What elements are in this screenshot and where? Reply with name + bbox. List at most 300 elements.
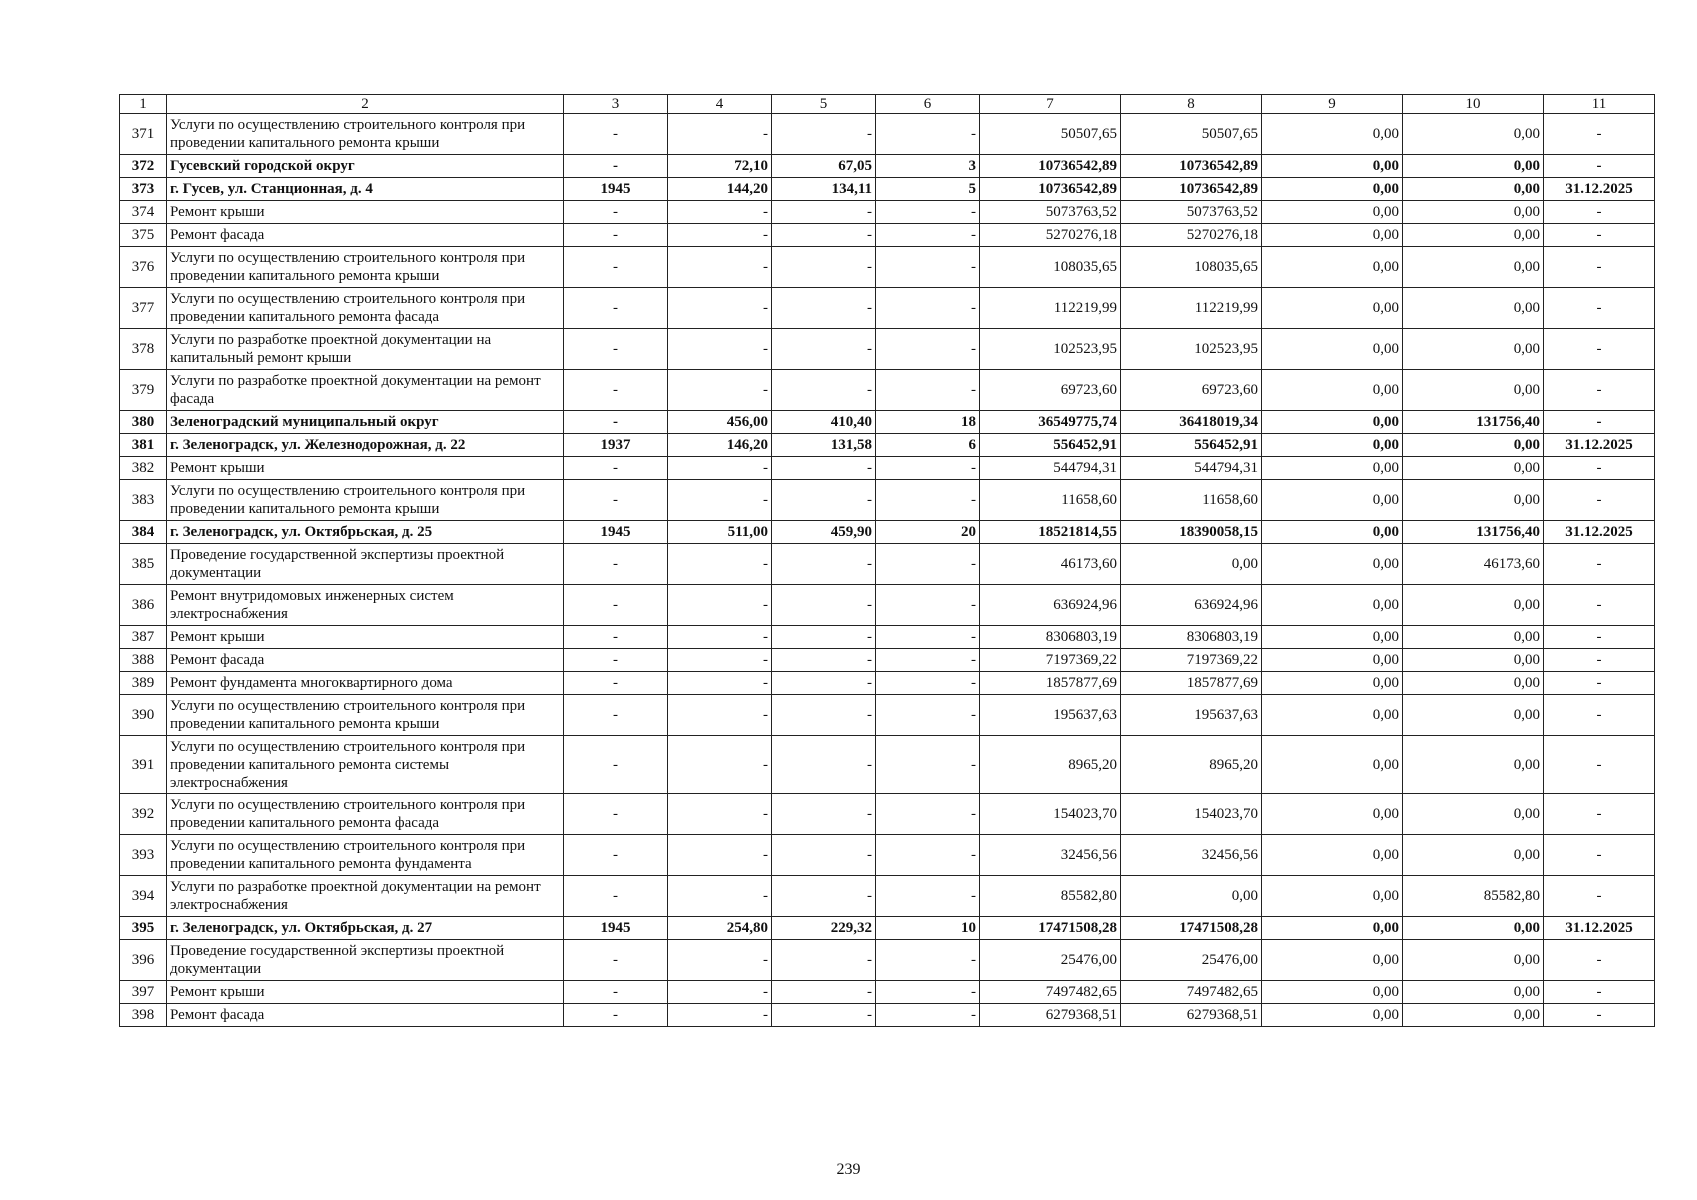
cell-c8: 11658,60 — [1121, 480, 1262, 521]
cell-c10: 0,00 — [1403, 672, 1544, 695]
cell-c6: 6 — [876, 434, 980, 457]
cell-c10: 0,00 — [1403, 480, 1544, 521]
table-row — [120, 626, 1655, 649]
cell-c11: - — [1544, 114, 1655, 155]
cell-c5: - — [772, 329, 876, 370]
cell-c7: 112219,99 — [980, 288, 1121, 329]
cell-c10: 0,00 — [1403, 224, 1544, 247]
cell-c5: - — [772, 1004, 876, 1027]
cell-c5: - — [772, 201, 876, 224]
table-row — [120, 457, 1655, 480]
cell-c9: 0,00 — [1262, 736, 1403, 794]
cell-c9: 0,00 — [1262, 370, 1403, 411]
cell-c8: 8306803,19 — [1121, 626, 1262, 649]
cell-c3: - — [564, 155, 668, 178]
cell-c4: - — [668, 224, 772, 247]
cell-c11: - — [1544, 940, 1655, 981]
cell-c7: 17471508,28 — [980, 917, 1121, 940]
cell-c6: - — [876, 672, 980, 695]
cell-c5: - — [772, 876, 876, 917]
cell-c4: 456,00 — [668, 411, 772, 434]
cell-c4: - — [668, 981, 772, 1004]
cell-c6: 5 — [876, 178, 980, 201]
cell-c9: 0,00 — [1262, 876, 1403, 917]
row-number: 378 — [120, 329, 167, 370]
cell-c9: 0,00 — [1262, 114, 1403, 155]
cell-c5: 410,40 — [772, 411, 876, 434]
cell-c6: - — [876, 457, 980, 480]
cell-c9: 0,00 — [1262, 201, 1403, 224]
cell-c3: - — [564, 370, 668, 411]
cell-c7: 108035,65 — [980, 247, 1121, 288]
table-row — [120, 876, 1655, 917]
cell-c10: 0,00 — [1403, 794, 1544, 835]
col-header: 8 — [1121, 95, 1262, 114]
row-number: 375 — [120, 224, 167, 247]
cell-c8: 108035,65 — [1121, 247, 1262, 288]
table-row — [120, 411, 1655, 434]
cell-c5: - — [772, 940, 876, 981]
row-name: Услуги по осуществлению строительного контроля при проведении капитального ремонта крыши — [167, 695, 564, 736]
row-number: 379 — [120, 370, 167, 411]
row-name: Ремонт крыши — [167, 626, 564, 649]
cell-c10: 0,00 — [1403, 917, 1544, 940]
cell-c11: - — [1544, 201, 1655, 224]
cell-c11: - — [1544, 981, 1655, 1004]
cell-c11: - — [1544, 1004, 1655, 1027]
header-row — [120, 95, 1655, 114]
cell-c9: 0,00 — [1262, 672, 1403, 695]
cell-c4: - — [668, 672, 772, 695]
cell-c4: 511,00 — [668, 521, 772, 544]
cell-c8: 5073763,52 — [1121, 201, 1262, 224]
row-name: Ремонт крыши — [167, 201, 564, 224]
table-row — [120, 329, 1655, 370]
cell-c6: - — [876, 370, 980, 411]
row-name: Ремонт фасада — [167, 1004, 564, 1027]
table-row — [120, 940, 1655, 981]
cell-c9: 0,00 — [1262, 178, 1403, 201]
cell-c10: 0,00 — [1403, 940, 1544, 981]
cell-c8: 50507,65 — [1121, 114, 1262, 155]
cell-c7: 50507,65 — [980, 114, 1121, 155]
col-header: 11 — [1544, 95, 1655, 114]
row-number: 387 — [120, 626, 167, 649]
cell-c11: - — [1544, 672, 1655, 695]
cell-c10: 0,00 — [1403, 457, 1544, 480]
cell-c9: 0,00 — [1262, 794, 1403, 835]
cell-c4: - — [668, 370, 772, 411]
cell-c5: - — [772, 672, 876, 695]
cell-c6: - — [876, 201, 980, 224]
cell-c5: - — [772, 247, 876, 288]
cell-c9: 0,00 — [1262, 695, 1403, 736]
cell-c6: - — [876, 114, 980, 155]
row-name: Зеленоградский муниципальный округ — [167, 411, 564, 434]
cell-c6: - — [876, 794, 980, 835]
capital-repair-table — [119, 94, 1655, 1027]
cell-c8: 154023,70 — [1121, 794, 1262, 835]
table-row — [120, 917, 1655, 940]
table-row — [120, 201, 1655, 224]
cell-c10: 0,00 — [1403, 981, 1544, 1004]
cell-c4: 144,20 — [668, 178, 772, 201]
row-number: 394 — [120, 876, 167, 917]
cell-c3: - — [564, 247, 668, 288]
cell-c8: 195637,63 — [1121, 695, 1262, 736]
cell-c6: 3 — [876, 155, 980, 178]
cell-c9: 0,00 — [1262, 940, 1403, 981]
row-name: Проведение государственной экспертизы проектной документации — [167, 940, 564, 981]
cell-c3: - — [564, 649, 668, 672]
row-name: Услуги по осуществлению строительного контроля при проведении капитального ремонта крыши — [167, 114, 564, 155]
cell-c3: - — [564, 411, 668, 434]
cell-c4: - — [668, 247, 772, 288]
cell-c10: 0,00 — [1403, 695, 1544, 736]
cell-c3: - — [564, 480, 668, 521]
cell-c8: 8965,20 — [1121, 736, 1262, 794]
cell-c5: - — [772, 626, 876, 649]
cell-c6: - — [876, 940, 980, 981]
cell-c9: 0,00 — [1262, 329, 1403, 370]
cell-c4: - — [668, 544, 772, 585]
cell-c9: 0,00 — [1262, 224, 1403, 247]
cell-c5: - — [772, 736, 876, 794]
cell-c9: 0,00 — [1262, 585, 1403, 626]
table-row — [120, 247, 1655, 288]
cell-c11: - — [1544, 835, 1655, 876]
row-number: 393 — [120, 835, 167, 876]
cell-c7: 8306803,19 — [980, 626, 1121, 649]
row-number: 391 — [120, 736, 167, 794]
cell-c4: - — [668, 457, 772, 480]
cell-c3: - — [564, 224, 668, 247]
cell-c6: - — [876, 224, 980, 247]
cell-c8: 7197369,22 — [1121, 649, 1262, 672]
cell-c7: 25476,00 — [980, 940, 1121, 981]
cell-c11: - — [1544, 370, 1655, 411]
row-number: 383 — [120, 480, 167, 521]
cell-c7: 6279368,51 — [980, 1004, 1121, 1027]
cell-c11: 31.12.2025 — [1544, 434, 1655, 457]
table-row — [120, 695, 1655, 736]
row-name: Услуги по осуществлению строительного контроля при проведении капитального ремонта крыши — [167, 247, 564, 288]
cell-c4: - — [668, 940, 772, 981]
cell-c5: 131,58 — [772, 434, 876, 457]
cell-c10: 0,00 — [1403, 329, 1544, 370]
cell-c5: 459,90 — [772, 521, 876, 544]
row-number: 392 — [120, 794, 167, 835]
cell-c8: 69723,60 — [1121, 370, 1262, 411]
document-sheet — [119, 94, 1654, 1027]
cell-c7: 36549775,74 — [980, 411, 1121, 434]
page-number: 239 — [836, 1161, 861, 1178]
cell-c3: - — [564, 736, 668, 794]
cell-c6: - — [876, 626, 980, 649]
row-number: 380 — [120, 411, 167, 434]
col-header: 5 — [772, 95, 876, 114]
table-body — [120, 114, 1655, 1027]
cell-c6: - — [876, 649, 980, 672]
cell-c10: 131756,40 — [1403, 521, 1544, 544]
cell-c10: 0,00 — [1403, 736, 1544, 794]
cell-c8: 636924,96 — [1121, 585, 1262, 626]
cell-c8: 6279368,51 — [1121, 1004, 1262, 1027]
cell-c11: - — [1544, 876, 1655, 917]
row-number: 395 — [120, 917, 167, 940]
row-name: Проведение государственной экспертизы проектной документации — [167, 544, 564, 585]
table-row — [120, 585, 1655, 626]
cell-c8: 7497482,65 — [1121, 981, 1262, 1004]
cell-c7: 46173,60 — [980, 544, 1121, 585]
cell-c6: - — [876, 585, 980, 626]
cell-c7: 154023,70 — [980, 794, 1121, 835]
cell-c10: 85582,80 — [1403, 876, 1544, 917]
row-name: Услуги по разработке проектной документации на капитальный ремонт крыши — [167, 329, 564, 370]
cell-c11: - — [1544, 695, 1655, 736]
cell-c4: - — [668, 114, 772, 155]
cell-c3: - — [564, 114, 668, 155]
cell-c11: - — [1544, 288, 1655, 329]
cell-c3: - — [564, 794, 668, 835]
cell-c5: 229,32 — [772, 917, 876, 940]
cell-c6: - — [876, 544, 980, 585]
cell-c7: 32456,56 — [980, 835, 1121, 876]
cell-c7: 544794,31 — [980, 457, 1121, 480]
cell-c8: 17471508,28 — [1121, 917, 1262, 940]
cell-c5: 67,05 — [772, 155, 876, 178]
cell-c5: - — [772, 370, 876, 411]
table-row — [120, 544, 1655, 585]
cell-c8: 102523,95 — [1121, 329, 1262, 370]
cell-c9: 0,00 — [1262, 480, 1403, 521]
cell-c11: - — [1544, 736, 1655, 794]
row-number: 377 — [120, 288, 167, 329]
col-header: 9 — [1262, 95, 1403, 114]
row-name: Ремонт фасада — [167, 224, 564, 247]
cell-c3: - — [564, 672, 668, 695]
cell-c10: 0,00 — [1403, 288, 1544, 329]
cell-c11: - — [1544, 544, 1655, 585]
cell-c10: 0,00 — [1403, 155, 1544, 178]
cell-c7: 195637,63 — [980, 695, 1121, 736]
row-name: Ремонт фундамента многоквартирного дома — [167, 672, 564, 695]
cell-c5: - — [772, 585, 876, 626]
cell-c6: - — [876, 247, 980, 288]
cell-c3: - — [564, 329, 668, 370]
cell-c8: 0,00 — [1121, 544, 1262, 585]
cell-c9: 0,00 — [1262, 288, 1403, 329]
cell-c8: 18390058,15 — [1121, 521, 1262, 544]
cell-c6: 20 — [876, 521, 980, 544]
row-name: г. Гусев, ул. Станционная, д. 4 — [167, 178, 564, 201]
cell-c4: - — [668, 649, 772, 672]
cell-c5: 134,11 — [772, 178, 876, 201]
row-name: Услуги по осуществлению строительного контроля при проведении капитального ремонта системы электроснабжения — [167, 736, 564, 794]
cell-c3: - — [564, 626, 668, 649]
cell-c8: 25476,00 — [1121, 940, 1262, 981]
cell-c10: 0,00 — [1403, 585, 1544, 626]
table-row — [120, 981, 1655, 1004]
table-row — [120, 521, 1655, 544]
row-number: 373 — [120, 178, 167, 201]
cell-c6: 18 — [876, 411, 980, 434]
cell-c3: 1945 — [564, 521, 668, 544]
cell-c4: 72,10 — [668, 155, 772, 178]
cell-c10: 0,00 — [1403, 434, 1544, 457]
cell-c4: - — [668, 626, 772, 649]
cell-c4: - — [668, 794, 772, 835]
cell-c7: 85582,80 — [980, 876, 1121, 917]
cell-c10: 131756,40 — [1403, 411, 1544, 434]
cell-c4: - — [668, 876, 772, 917]
cell-c3: 1945 — [564, 917, 668, 940]
cell-c10: 46173,60 — [1403, 544, 1544, 585]
cell-c7: 1857877,69 — [980, 672, 1121, 695]
cell-c11: 31.12.2025 — [1544, 178, 1655, 201]
cell-c6: - — [876, 329, 980, 370]
cell-c11: - — [1544, 329, 1655, 370]
row-number: 372 — [120, 155, 167, 178]
cell-c8: 544794,31 — [1121, 457, 1262, 480]
cell-c8: 10736542,89 — [1121, 178, 1262, 201]
cell-c6: - — [876, 1004, 980, 1027]
cell-c8: 36418019,34 — [1121, 411, 1262, 434]
cell-c3: - — [564, 981, 668, 1004]
cell-c4: - — [668, 585, 772, 626]
cell-c9: 0,00 — [1262, 649, 1403, 672]
col-header: 2 — [167, 95, 564, 114]
cell-c4: - — [668, 480, 772, 521]
row-number: 381 — [120, 434, 167, 457]
cell-c3: - — [564, 544, 668, 585]
cell-c5: - — [772, 288, 876, 329]
cell-c3: 1945 — [564, 178, 668, 201]
cell-c5: - — [772, 794, 876, 835]
table-row — [120, 649, 1655, 672]
cell-c7: 5270276,18 — [980, 224, 1121, 247]
cell-c9: 0,00 — [1262, 457, 1403, 480]
cell-c10: 0,00 — [1403, 370, 1544, 411]
row-name: Услуги по осуществлению строительного контроля при проведении капитального ремонта фасада — [167, 288, 564, 329]
cell-c6: - — [876, 736, 980, 794]
row-name: Ремонт крыши — [167, 981, 564, 1004]
cell-c5: - — [772, 695, 876, 736]
row-number: 390 — [120, 695, 167, 736]
cell-c4: - — [668, 1004, 772, 1027]
cell-c8: 0,00 — [1121, 876, 1262, 917]
row-number: 382 — [120, 457, 167, 480]
cell-c5: - — [772, 835, 876, 876]
cell-c7: 10736542,89 — [980, 178, 1121, 201]
col-header: 1 — [120, 95, 167, 114]
cell-c8: 5270276,18 — [1121, 224, 1262, 247]
row-number: 371 — [120, 114, 167, 155]
row-name: Гусевский городской округ — [167, 155, 564, 178]
cell-c11: - — [1544, 626, 1655, 649]
table-row — [120, 480, 1655, 521]
cell-c5: - — [772, 649, 876, 672]
row-number: 388 — [120, 649, 167, 672]
cell-c7: 69723,60 — [980, 370, 1121, 411]
table-row — [120, 114, 1655, 155]
cell-c10: 0,00 — [1403, 178, 1544, 201]
cell-c11: - — [1544, 649, 1655, 672]
col-header: 7 — [980, 95, 1121, 114]
cell-c3: - — [564, 585, 668, 626]
cell-c6: - — [876, 695, 980, 736]
row-name: Ремонт фасада — [167, 649, 564, 672]
cell-c11: - — [1544, 457, 1655, 480]
cell-c6: - — [876, 835, 980, 876]
table-row — [120, 835, 1655, 876]
col-header: 6 — [876, 95, 980, 114]
cell-c5: - — [772, 224, 876, 247]
table-row — [120, 178, 1655, 201]
cell-c5: - — [772, 114, 876, 155]
row-number: 376 — [120, 247, 167, 288]
cell-c3: - — [564, 835, 668, 876]
table-row — [120, 224, 1655, 247]
cell-c3: - — [564, 457, 668, 480]
cell-c10: 0,00 — [1403, 626, 1544, 649]
cell-c3: - — [564, 876, 668, 917]
cell-c11: - — [1544, 585, 1655, 626]
cell-c3: - — [564, 201, 668, 224]
cell-c11: - — [1544, 794, 1655, 835]
cell-c6: - — [876, 480, 980, 521]
cell-c11: 31.12.2025 — [1544, 917, 1655, 940]
cell-c9: 0,00 — [1262, 434, 1403, 457]
cell-c3: - — [564, 940, 668, 981]
col-header: 4 — [668, 95, 772, 114]
cell-c11: - — [1544, 155, 1655, 178]
cell-c9: 0,00 — [1262, 917, 1403, 940]
cell-c7: 102523,95 — [980, 329, 1121, 370]
cell-c3: 1937 — [564, 434, 668, 457]
cell-c3: - — [564, 1004, 668, 1027]
cell-c10: 0,00 — [1403, 201, 1544, 224]
cell-c8: 556452,91 — [1121, 434, 1262, 457]
cell-c4: 254,80 — [668, 917, 772, 940]
cell-c7: 10736542,89 — [980, 155, 1121, 178]
table-row — [120, 155, 1655, 178]
col-header: 10 — [1403, 95, 1544, 114]
cell-c10: 0,00 — [1403, 649, 1544, 672]
table-row — [120, 794, 1655, 835]
row-number: 374 — [120, 201, 167, 224]
cell-c11: 31.12.2025 — [1544, 521, 1655, 544]
table-row — [120, 288, 1655, 329]
table-row — [120, 1004, 1655, 1027]
row-number: 397 — [120, 981, 167, 1004]
cell-c7: 556452,91 — [980, 434, 1121, 457]
cell-c4: - — [668, 329, 772, 370]
row-name: Услуги по осуществлению строительного контроля при проведении капитального ремонта фундамента — [167, 835, 564, 876]
cell-c3: - — [564, 695, 668, 736]
row-name: г. Зеленоградск, ул. Октябрьская, д. 27 — [167, 917, 564, 940]
cell-c6: - — [876, 288, 980, 329]
row-number: 398 — [120, 1004, 167, 1027]
row-number: 386 — [120, 585, 167, 626]
cell-c11: - — [1544, 224, 1655, 247]
col-header: 3 — [564, 95, 668, 114]
row-name: Услуги по разработке проектной документации на ремонт электроснабжения — [167, 876, 564, 917]
cell-c10: 0,00 — [1403, 835, 1544, 876]
cell-c4: - — [668, 288, 772, 329]
row-number: 385 — [120, 544, 167, 585]
cell-c8: 32456,56 — [1121, 835, 1262, 876]
